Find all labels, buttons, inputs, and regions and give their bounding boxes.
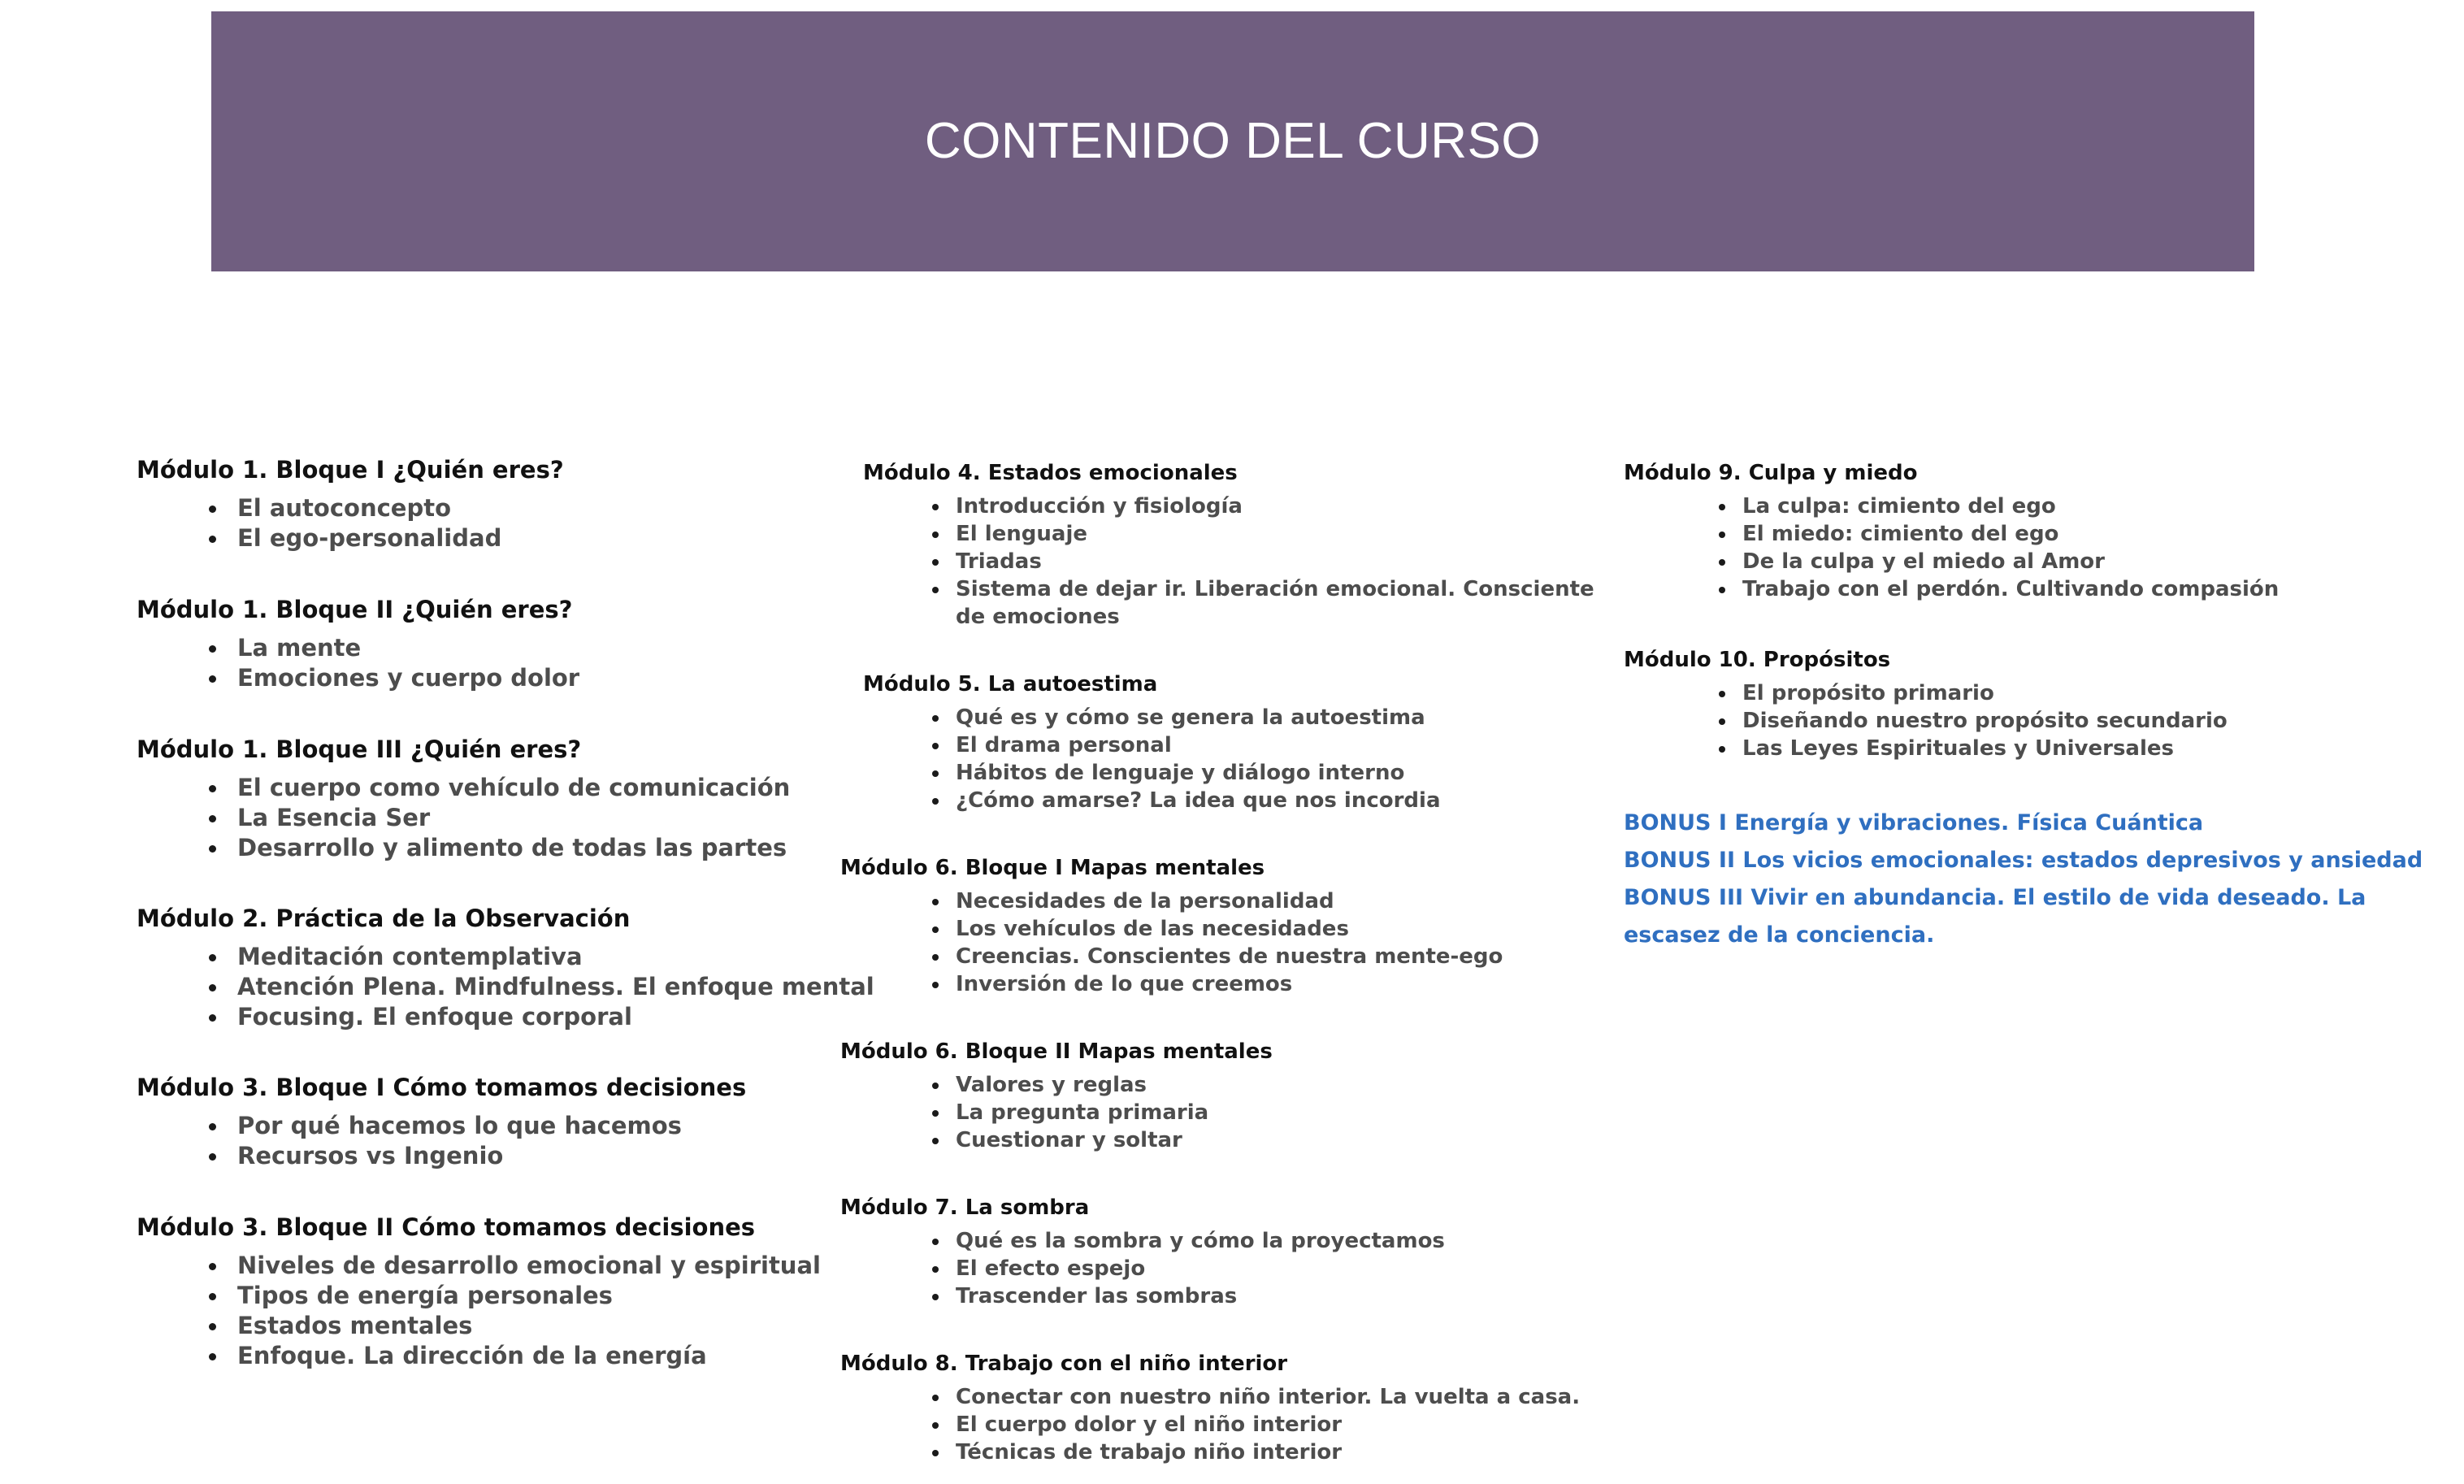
module-section [137,592,579,693]
module-topic: El efecto espejo [956,1255,1445,1282]
module-section [1624,644,2228,762]
module-section [840,1191,1445,1310]
module-topic: Niveles de desarrollo emocional y espiritual [237,1252,821,1279]
module-topic: Emociones y cuerpo dolor [237,664,580,692]
module-topic-list [840,1227,1445,1310]
module-topic: Los vehículos de las necesidades [956,915,1503,943]
module-topic: El miedo: cimiento del ego [1742,520,2279,548]
module-topic-list [137,773,790,863]
module-topic: La mente [237,633,579,663]
module-topic: Triadas [956,548,1625,575]
module-topic: ¿Cómo amarse? La idea que nos incordia [956,788,1441,813]
module-topic: Qué es y cómo se genera la autoestima [956,704,1441,731]
module-title: Módulo 3. Bloque II Cómo tomamos decisiones [137,1213,756,1241]
module-topic: El propósito primario [1742,679,2228,707]
module-section [137,1209,821,1371]
module-topic: Por qué hacemos lo que hacemos [237,1111,746,1141]
bonus-item: BONUS II Los vicios emocionales: estados depresivos y ansiedad [1624,848,2423,873]
header-banner [211,11,2254,271]
module-topic: Qué es la sombra y cómo la proyectamos [956,1229,1445,1253]
module-topic: La pregunta primaria [956,1099,1273,1126]
module-topic: Técnicas de trabajo niño interior [956,1438,1580,1466]
module-topic-list [840,1071,1273,1154]
module-topic-list [137,633,579,693]
module-section [137,900,874,1032]
module-title: Módulo 1. Bloque II ¿Quién eres? [137,596,573,623]
module-topic: Trabajo con el perdón. Cultivando compasión [1742,577,2280,601]
module-topic: Inversión de lo que creemos [956,970,1503,998]
module-topic-list [137,1251,821,1371]
module-topic: Recursos vs Ingenio [237,1141,746,1171]
module-topic-list [863,492,1625,631]
module-topic: Enfoque. La dirección de la energía [237,1341,821,1371]
module-topic: Sistema de dejar ir. Liberación emocional. Consciente de emociones [956,575,1625,631]
module-topic: Introducción y fisiología [956,492,1625,520]
module-title: Módulo 7. La sombra [840,1195,1090,1220]
module-topic-list [840,1383,1580,1466]
module-topic: De la culpa y el miedo al Amor [1742,548,2279,575]
module-topic: Hábitos de lenguaje y diálogo interno [956,759,1441,787]
module-topic: Necesidades de la personalidad [956,887,1503,915]
module-topic-list [137,1111,746,1171]
module-topic: Estados mentales [237,1311,821,1341]
module-topic-list [137,493,564,553]
module-section [863,457,1625,631]
module-section [137,452,564,553]
module-topic: Desarrollo y alimento de todas las partes [237,833,790,863]
bonus-item: BONUS III Vivir en abundancia. El estilo de vida deseado. La escasez de la conciencia. [1624,885,2366,948]
module-topic: Meditación contemplativa [237,942,874,972]
module-title: Módulo 6. Bloque II Mapas mentales [840,1039,1273,1064]
module-topic: La Esencia Ser [237,803,790,833]
module-title: Módulo 10. Propósitos [1624,648,1891,672]
bonus-list [1624,805,2436,954]
module-topic: Atención Plena. Mindfulness. El enfoque mental [237,973,874,1000]
module-title: Módulo 5. La autoestima [863,672,1158,696]
module-topic-list [863,704,1441,814]
module-topic: El ego-personalidad [237,523,564,553]
module-topic: El lenguaje [956,520,1625,548]
module-topic: El cuerpo como vehículo de comunicación [237,774,791,801]
module-topic-list [137,942,874,1032]
module-title: Módulo 6. Bloque I Mapas mentales [840,856,1265,880]
module-section [840,1035,1273,1154]
module-topic: Cuestionar y soltar [956,1126,1273,1154]
module-section [1624,457,2279,603]
module-topic: El cuerpo dolor y el niño interior [956,1411,1580,1438]
module-section [840,1347,1580,1466]
module-title: Módulo 4. Estados emocionales [863,461,1238,485]
module-title: Módulo 3. Bloque I Cómo tomamos decisiones [137,1074,747,1101]
module-topic: Las Leyes Espirituales y Universales [1742,735,2228,762]
module-title: Módulo 9. Culpa y miedo [1624,461,1918,485]
module-title: Módulo 1. Bloque I ¿Quién eres? [137,456,564,484]
module-title: Módulo 1. Bloque III ¿Quién eres? [137,735,582,763]
module-topic: Valores y reglas [956,1071,1273,1099]
module-topic: Trascender las sombras [956,1282,1445,1310]
module-section [137,731,790,863]
module-topic: El autoconcepto [237,493,564,523]
module-topic-list [840,887,1503,998]
module-section [863,668,1441,814]
module-topic: El drama personal [956,731,1441,759]
module-section [137,1070,746,1171]
module-title: Módulo 8. Trabajo con el niño interior [840,1352,1288,1376]
module-section [840,852,1503,998]
module-topic: Conectar con nuestro niño interior. La vuelta a casa. [956,1385,1581,1409]
module-topic: Diseñando nuestro propósito secundario [1742,709,2228,733]
module-topic: Creencias. Conscientes de nuestra mente-ego [956,944,1503,969]
bonus-item: BONUS I Energía y vibraciones. Física Cuántica [1624,810,2204,835]
module-topic: La culpa: cimiento del ego [1742,492,2279,520]
module-topic-list [1624,492,2279,603]
module-topic-list [1624,679,2228,762]
module-title: Módulo 2. Práctica de la Observación [137,905,631,932]
module-topic: Focusing. El enfoque corporal [237,1002,874,1032]
module-topic: Tipos de energía personales [237,1281,821,1311]
page-title: CONTENIDO DEL CURSO [924,112,1542,169]
